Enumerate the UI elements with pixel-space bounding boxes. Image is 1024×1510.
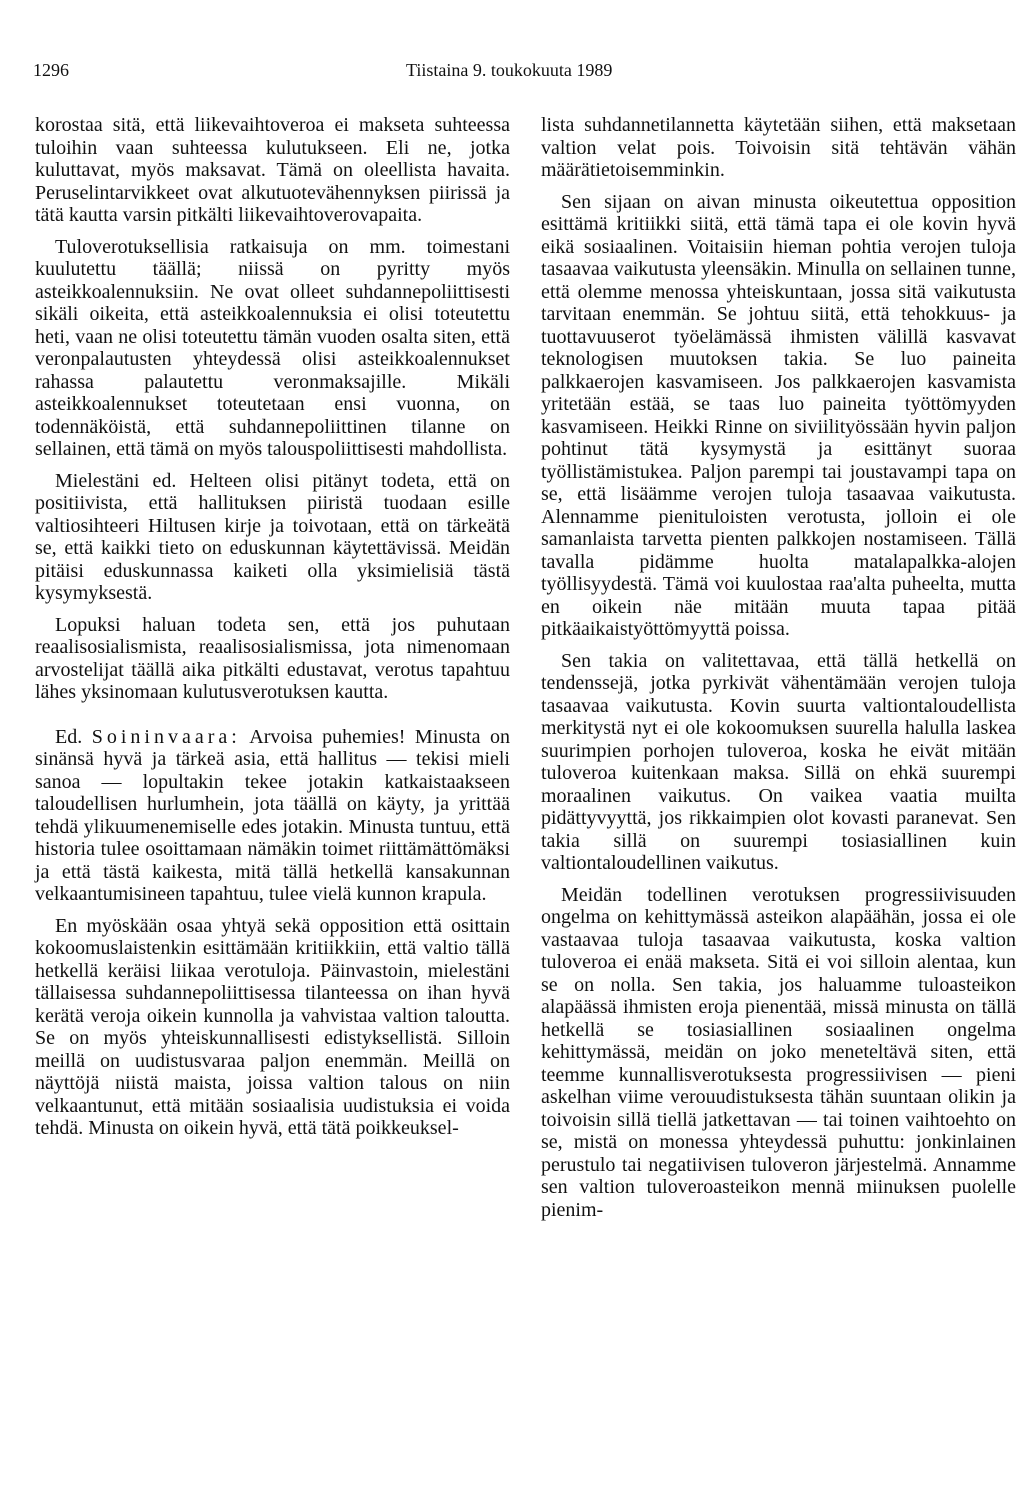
- paragraph: Sen sijaan on aivan minusta oikeutettua opposition esittämä kritiikki siitä, että tämä tapa ei ole kovin hyvä eikä sosiaalinen. Voitaisiin hieman pohtia verojen tuloja tasaavaa vaikutusta yleensäkin. Minulla on sellainen tunne, että olemme menossa yhteiskuntaan, jossa sitä vaikutusta tarvitaan enemmän. Se johtuu siitä, että tehokkuus- ja tuottavuuserot työelämässä ihmisten välillä kasvavat teknologisen muutoksen takia. Se luo paineita palkkaerojen kasvamiseen. Jos palkkaerojen kasvamista yritetään estää, se taas luo paineita työttömyyden kasvamiseen. Heikki Rinne on siviilityössään hyvin paljon pohtinut tätä kysymystä ja esittänyt suoraa työllistämistukea. Paljon parempi tai joustavampi tapa on se, että lisäämme verojen tuloja tasaavaa vaikutusta. Alennamme pienituloisten verotusta, jolloin ei ole samanlaista tarvetta pienten palkkojen nostamiseen. Tällä tavalla pidämme huolta matalapalkka-alojen työllisyydestä. Tämä voi kuulostaa raa'alta puheelta, mutta en oikein näe mitään muuta tapaa pitää pitkäaikaistyöttömyyttä poissa.: [541, 190, 1016, 640]
- paragraph: Meidän todellinen verotuksen progressiivisuuden ongelma on kehittymässä asteikon alapäähän, jossa ei ole vastaavaa tuloja tasaavaa vaikutusta, koska valtion tuloveroa ei enää makseta. Sitä ei voi silloin alentaa, kun se on nolla. Sen takia, jos haluamme tuloasteikon alapäässä ihmisten eroja pienentää, missä minusta on tällä hetkellä se tosiasiallinen sosiaalinen ongelma kehittymässä, meidän on joko meneteltävä siten, että teemme kunnallisverotuksesta progressiivisen — pieni askelhan viime verouudistuksesta tähän suuntaan olikin ja toivoisin sillä tiellä jatkettavan — tai toinen vaihtoehto on se, mistä on monessa yhteydessä puhuttu: jonkinlainen perustulo tai negatiivisen tuloveron järjestelmä. Annamme sen valtion tuloveroasteikon mennä miinuksen puolelle pienim-: [541, 883, 1016, 1221]
- speech-prefix: Ed.: [55, 725, 83, 748]
- running-head-date: Tiistaina 9. toukokuuta 1989: [406, 60, 613, 80]
- speaker-name: Soininvaara:: [91, 725, 241, 748]
- right-column: [541, 114, 1016, 1230]
- left-column: [35, 114, 510, 1149]
- paragraph: Tuloverotuksellisia ratkaisuja on mm. toimestani kuulutettu täällä; niissä on pyritty myös asteikkoalennuksiin. Ne ovat olleet suhdannepoliittisesti sikäli oikeita, että asteikkoalennuksia ei olisi toteutettu heti, vaan ne olisi toteutettu tämän vuoden osalta siten, että veronpalautusten yhteydessä olisi asteikkoalennukset rahassa palautettu veronmaksajille. Mikäli asteikkoalennukset toteutetaan ensi vuonna, on todennäköistä, että suhdannepoliittinen tilanne on sellainen, että tämä on myös talouspoliittisesti mahdollista.: [35, 235, 510, 460]
- page-number: 1296: [33, 60, 69, 80]
- speech-text: Arvoisa puhemies! Minusta on sinänsä hyvä ja tärkeä asia, että hallitus — tekisi mieli sanoa — lopultakin tekee jotakin katkaistaakseen taloudellisen hurlumhein, jota täällä on käyty, ja yrittää tehdä ylikuumenemiselle edes jotakin. Minusta tuntuu, että historia tulee osoittamaan nämäkin toimet riittämättömäksi ja että tästä kaikesta, mitä tällä hetkellä kansakunnan velkaantumisineen tapahtuu, tulee vielä kunnon krapula.: [35, 725, 511, 905]
- paragraph: lista suhdannetilannetta käytetään siihen, että maksetaan valtion velat pois. Toivoisin sitä tehtävän vähän määrätietoisemminkin.: [541, 114, 1016, 181]
- paragraph: Mielestäni ed. Helteen olisi pitänyt todeta, että on positiivista, että hallituksen piiristä tuodaan esille valtiosihteeri Hiltusen kirje ja toivotaan, että on tärkeätä se, että kaikki tieto on eduskunnan käytettävissä. Meidän pitäisi eduskunnassa kaiketi olla yksimielisiä tästä kysymyksestä.: [35, 469, 510, 604]
- paragraph: En myöskään osaa yhtyä sekä opposition että osittain kokoomuslaistenkin esittämään kritiikkiin, että valtio tällä hetkellä keräisi liikaa verotuloja. Päinvastoin, mielestäni tällaisessa suhdannepoliittisessa tilanteessa on ihan hyvä kerätä veroja oikein kunnolla ja vahvistaa valtion taloutta. Se on myös yhteiskunnallisesti edistyksellistä. Silloin meillä on uudistusvaraa paljon enemmän. Meillä on näyttöjä niistä maista, joissa valtion talous on niin velkaantunut, että mitään sosiaalisia uudistuksia ei voida tehdä. Minusta on oikein hyvä, että tätä poikkeuksel-: [35, 914, 510, 1139]
- paragraph: Lopuksi haluan todeta sen, että jos puhutaan reaalisosialismista, reaalisosialismissa, jota nimenomaan arvostelijat täällä aika pitkälti edustavat, verotus tapahtuu lähes yksinomaan kulutusverotuksen kautta.: [35, 613, 510, 703]
- speech-paragraph: [35, 726, 510, 906]
- paragraph: korostaa sitä, että liikevaihtoveroa ei makseta suhteessa tuloihin vaan suhteessa kulutukseen. Eli ne, jotka kuluttavat, myös maksavat. Tämä on oleellista havaita. Peruselintarvikkeet ovat alkutuotevähennyksen piirissä ja tätä kautta varsin pitkälti liikevaihtoverovapaita.: [35, 114, 510, 226]
- paragraph: Sen takia on valitettavaa, että tällä hetkellä on tendenssejä, jotka pyrkivät vähentämään verojen tuloja tasaavaa vaikutusta. Kovin suurta valtiontaloudellista merkitystä nyt ei ole kokoomuksen suurella halulla laskea suurimpien porhojen tuloveroa, koska he eivät mitään tuloveroa kuitenkaan maksa. Sillä on ehkä suurempi moraalinen vaikutus. On vaikea vaatia muilta pidättyvyyttä, jos rikkaimpien olot kovasti paranevat. Sen takia sillä on suurempi tosiasiallinen kuin valtiontaloudellinen vaikutus.: [541, 649, 1016, 874]
